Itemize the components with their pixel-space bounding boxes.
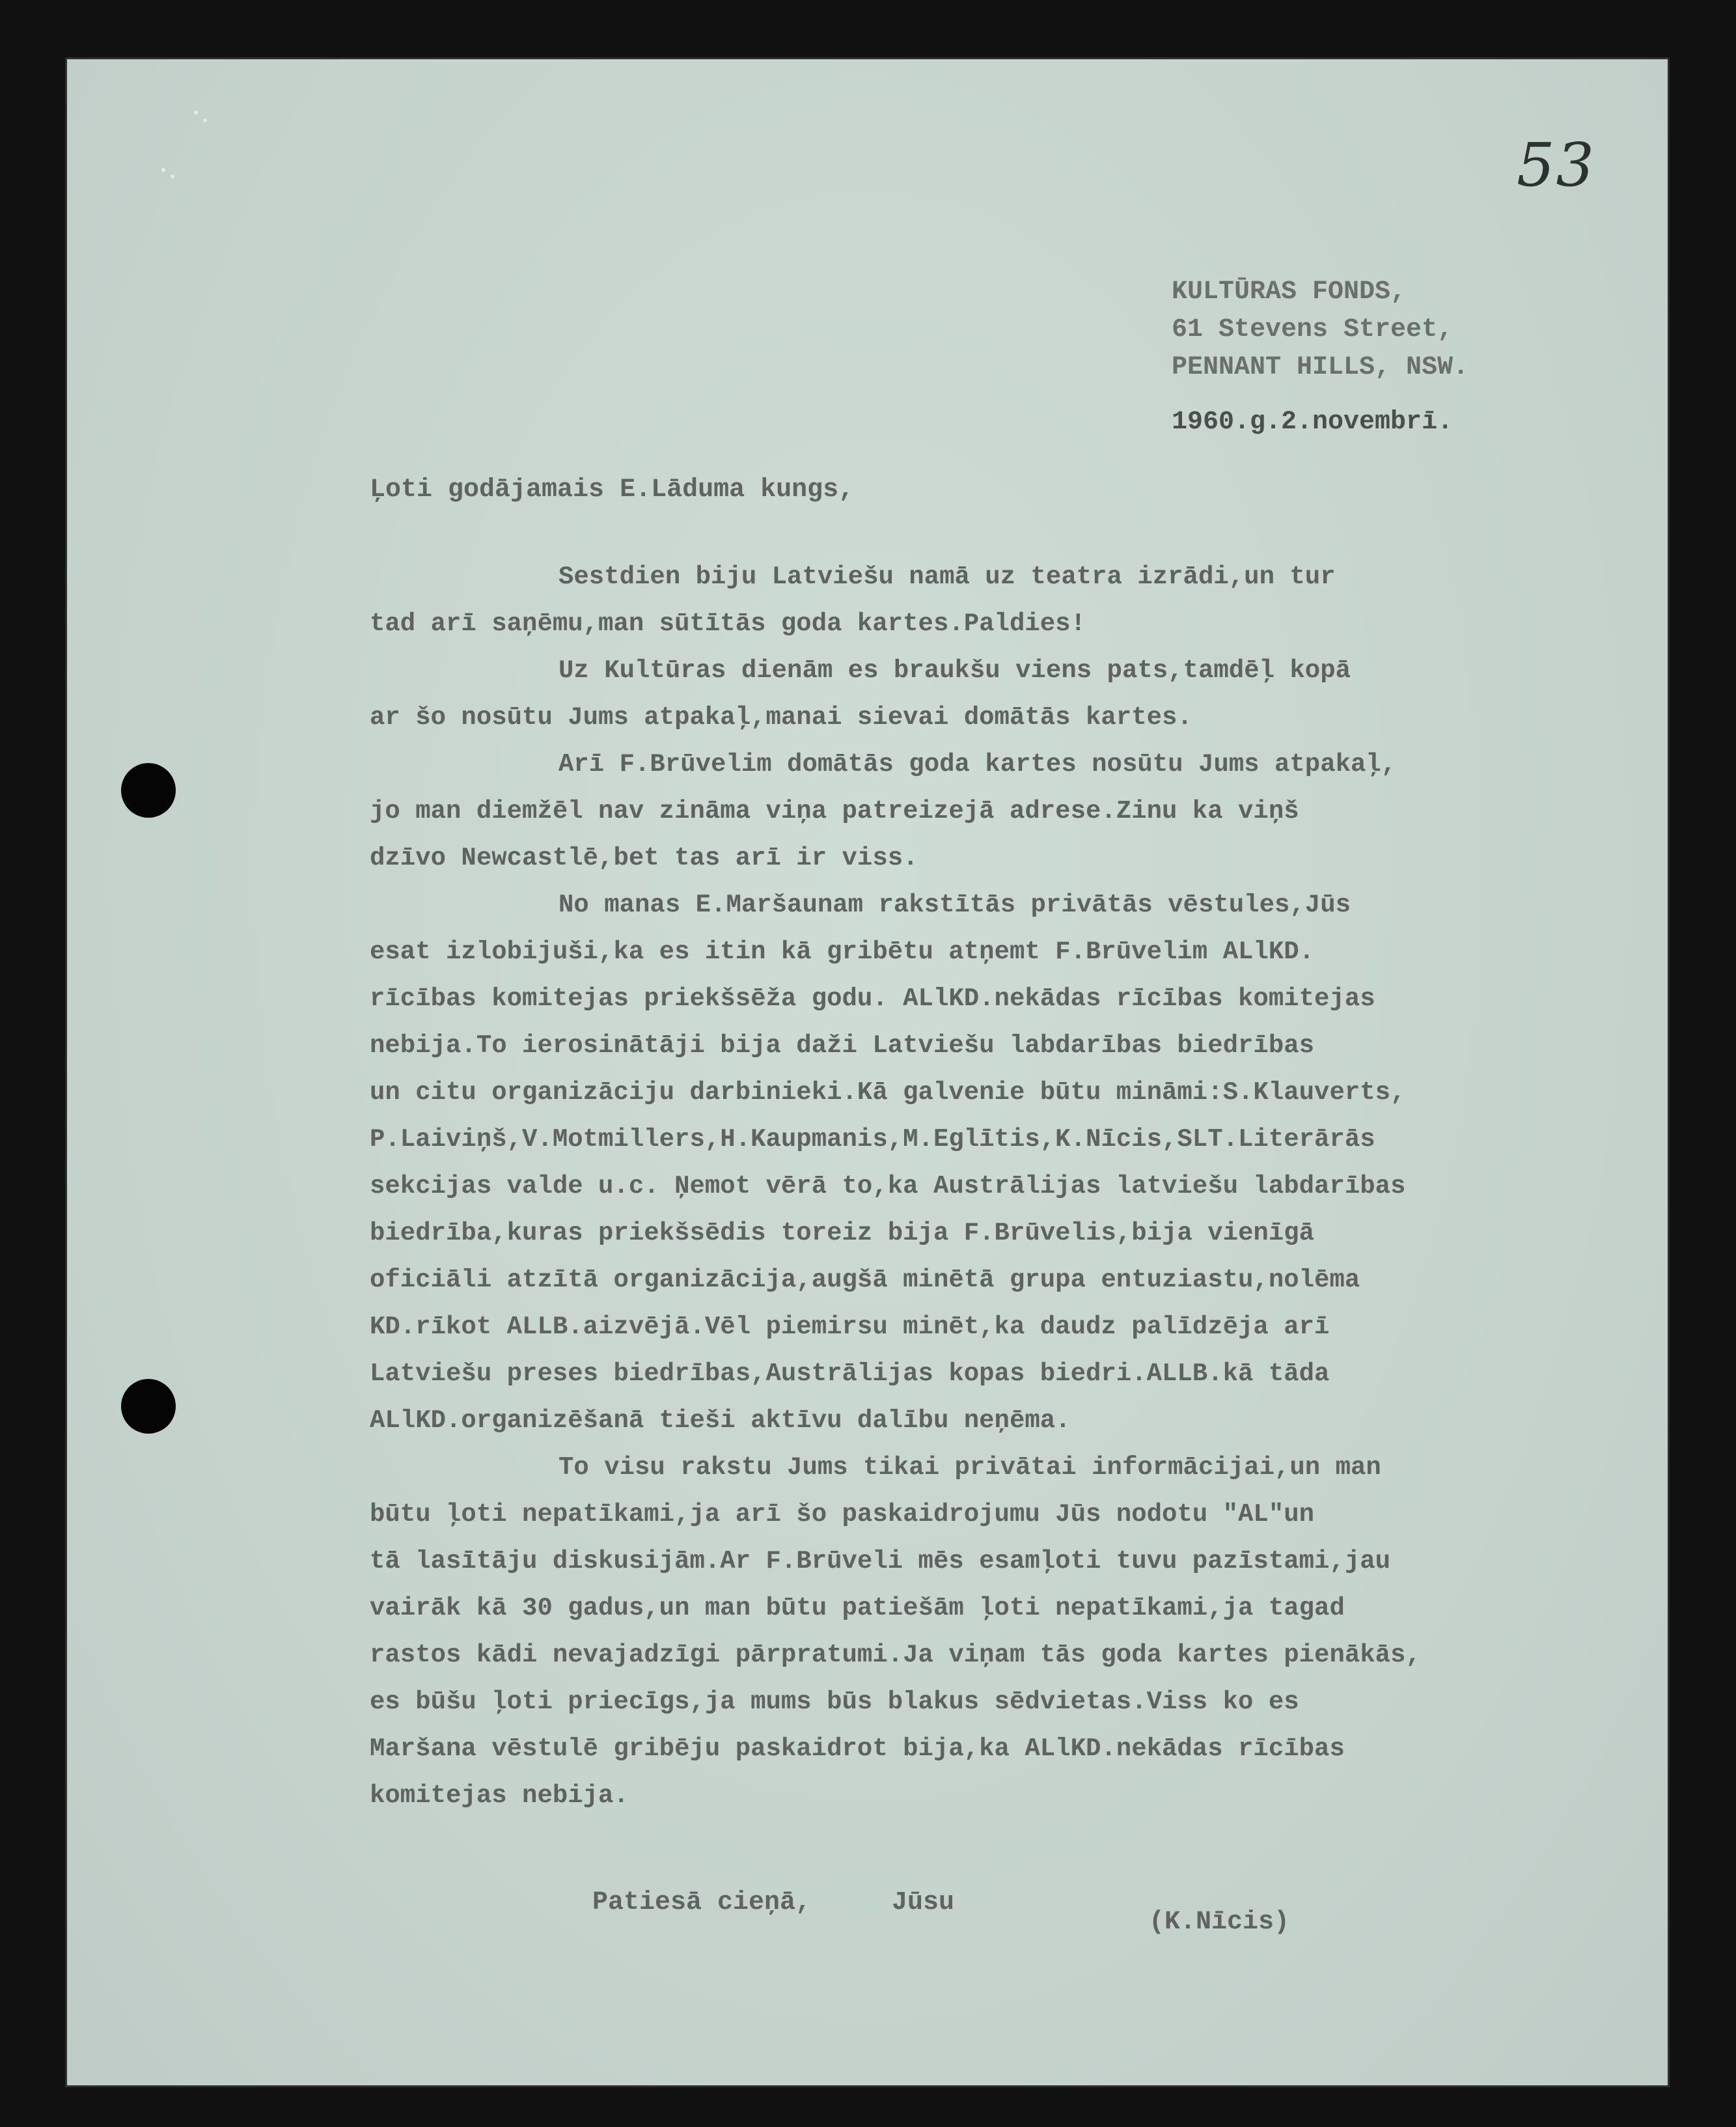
body-line: tā lasītāju diskusijām.Ar F.Brūveli mēs esamļoti tuvu pazīstami,jau [370,1547,1391,1576]
body-line: rīcības komitejas priekšsēža godu. ALlKD.nekādas rīcības komitejas [370,984,1375,1013]
body-line: jo man diemžēl nav zināma viņa patreizejā adrese.Zinu ka viņš [370,797,1299,826]
body-line: No manas E.Maršaunam rakstītās privātās vēstules,Jūs [558,891,1351,919]
signature-name: (K.Nīcis) [1149,1908,1290,1937]
body-line: ar šo nosūtu Jums atpakaļ,manai sievai domātās kartes. [370,703,1192,732]
paper-speck [171,174,174,178]
letter-date: 1960.g.2.novembrī. [1172,408,1454,437]
body-line: oficiāli atzītā organizācija,augšā minētā grupa entuziastu,nolēma [370,1266,1360,1294]
punch-hole [121,1379,176,1434]
body-line: nebija.To ierosinātāji bija daži Latviešu labdarības biedrības [370,1031,1315,1060]
paper-speck [203,118,207,122]
body-line: vairāk kā 30 gadus,un man būtu patiešām ļoti nepatīkami,ja tagad [370,1594,1345,1622]
body-line: To visu rakstu Jums tikai privātai informācijai,un man [558,1453,1381,1482]
body-line: sekcijas valde u.c. Ņemot vērā to,ka Austrālijas latviešu labdarības [370,1172,1406,1201]
body-line: es būšu ļoti priecīgs,ja mums būs blakus sēdvietas.Viss ko es [370,1688,1299,1716]
closing-phrase: Patiesā cieņā, [592,1888,812,1917]
salutation: Ļoti godājamais E.Lāduma kungs, [370,475,855,505]
body-line: Uz Kultūras dienām es braukšu viens pats,tamdēļ kopā [558,656,1351,685]
body-line: esat izlobijuši,ka es itin kā gribētu atņemt F.Brūvelim ALlKD. [370,938,1315,966]
body-line: un citu organizāciju darbinieki.Kā galvenie būtu mināmi:S.Klauverts, [370,1078,1406,1107]
address-line: 61 Stevens Street, [1172,315,1454,344]
body-line: Maršana vēstulē gribēju paskaidrot bija,ka ALlKD.nekādas rīcības [370,1734,1345,1763]
letter-body [370,553,1606,1819]
body-line: biedrība,kuras priekšsēdis toreiz bija F.Brūvelis,bija vienīgā [370,1219,1315,1247]
body-line: Arī F.Brūvelim domātās goda kartes nosūtu Jums atpakaļ, [558,750,1397,779]
punch-hole [121,763,176,818]
body-line: Sestdien biju Latviešu namā uz teatra izrādi,un tur [558,563,1336,591]
body-line: komitejas nebija. [370,1781,629,1810]
body-line: Latviešu preses biedrības,Austrālijas kopas biedri.ALLB.kā tāda [370,1359,1330,1388]
body-line: dzīvo Newcastlē,bet tas arī ir viss. [370,844,918,872]
folio-number: 53 [1517,130,1596,200]
closing-block [592,1888,955,2005]
body-line: ALlKD.organizēšanā tieši aktīvu dalību neņēma. [370,1406,1071,1435]
closing-yours: Jūsu [892,1888,955,1917]
paper-speck [194,111,198,115]
paper-speck [161,168,165,172]
body-line: būtu ļoti nepatīkami,ja arī šo paskaidrojumu Jūs nodotu "AL"un [370,1500,1315,1529]
body-line: tad arī saņēmu,man sūtītās goda kartes.Paldies! [370,609,1086,638]
body-line: KD.rīkot ALLB.aizvējā.Vēl piemirsu minēt,ka daudz palīdzēja arī [370,1313,1330,1341]
body-line: rastos kādi nevajadzīgi pārpratumi.Ja viņam tās goda kartes pienākās, [370,1641,1421,1669]
sender-address [1172,273,1468,441]
body-line: P.Laiviņš,V.Motmillers,H.Kaupmanis,M.Eglītis,K.Nīcis,SLT.Literārās [370,1125,1375,1154]
address-line: PENNANT HILLS, NSW. [1172,353,1469,382]
address-line: KULTŪRAS FONDS, [1172,277,1407,307]
